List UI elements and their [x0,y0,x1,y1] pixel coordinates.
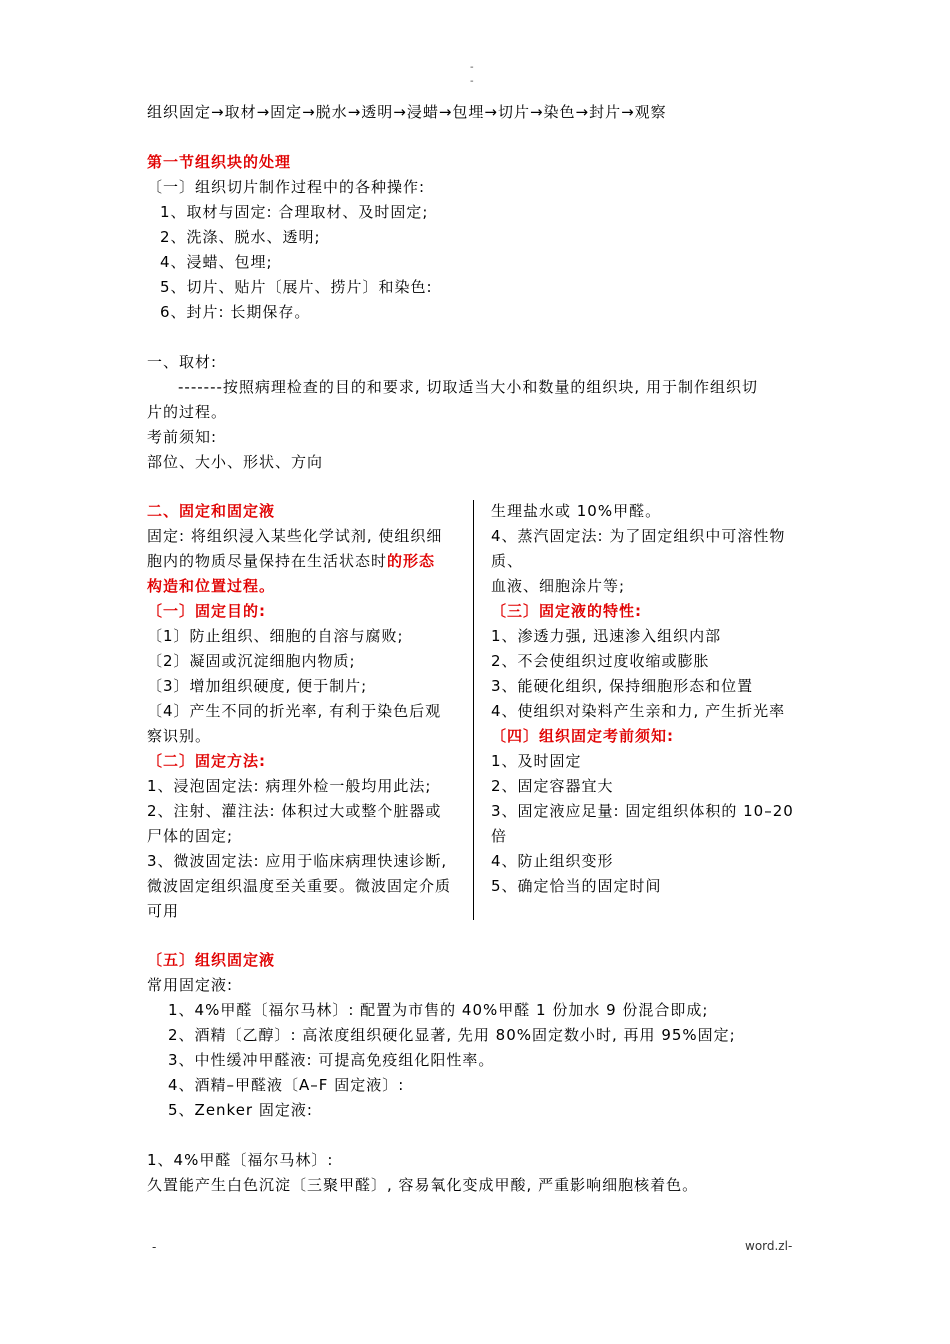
list-item: 5、Zenker 固定液: [168,1101,313,1119]
section-title: 二、固定和固定液 [147,502,276,520]
list-item: 倍 [491,827,508,845]
list-item: 1、及时固定 [491,752,582,770]
list-item: 〔4〕产生不同的折光率, 有利于染色后观 [147,702,442,720]
list-item: 可用 [147,902,180,920]
paragraph: 常用固定液: [147,976,234,994]
paragraph: 片的过程。 [147,403,228,421]
list-item: 4、使组织对染料产生亲和力, 产生折光率 [491,702,786,720]
paragraph: -------按照病理检查的目的和要求, 切取适当大小和数量的组织块, 用于制作组织切 [178,378,758,396]
note-text: 部位、大小、形状、方向 [147,453,324,471]
section-subtitle: 〔一〕组织切片制作过程中的各种操作: [147,178,426,196]
list-item: 1、取材与固定: 合理取材、及时固定; [160,203,429,221]
list-item: 尸体的固定; [147,827,234,845]
list-item: 微波固定组织温度至关重要。微波固定介质 [147,877,452,895]
process-flow: 组织固定→取材→固定→脱水→透明→浸蜡→包埋→切片→染色→封片→观察 [147,103,667,121]
header-mark: - [470,76,474,87]
list-item: 4、防止组织变形 [491,852,614,870]
list-item: 〔1〕防止组织、细胞的自溶与腐败; [147,627,404,645]
list-item: 〔2〕凝固或沉淀细胞内物质; [147,652,356,670]
header-mark: - [470,62,474,73]
paragraph: 质、 [491,552,524,570]
list-item: 〔3〕增加组织硬度, 便于制片; [147,677,368,695]
list-item: 1、浸泡固定法: 病理外检一般均用此法; [147,777,432,795]
list-item: 2、酒精〔乙醇〕: 高浓度组织硬化显著, 先用 80%固定数小时, 再用 95%固定; [168,1026,736,1044]
section-title: 〔五〕组织固定液 [147,951,276,969]
list-item: 2、固定容器宜大 [491,777,614,795]
list-item: 4、浸蜡、包埋; [160,253,273,271]
list-item: 1、4%甲醛〔福尔马林〕: 配置为市售的 40%甲醛 1 份加水 9 份混合即成; [168,1001,709,1019]
list-item: 察识别。 [147,727,212,745]
paragraph: 固定: 将组织浸入某些化学试剂, 使组织细 [147,527,443,545]
list-item: 4、酒精–甲醛液〔A–F 固定液〕: [168,1076,405,1094]
list-item: 2、不会使组织过度收缩或膨胀 [491,652,710,670]
list-item: 3、微波固定法: 应用于临床病理快速诊断, [147,852,448,870]
text-run: 胞内的物质尽量保持在生活状态时 [147,552,388,570]
list-item: 2、注射、灌注法: 体积过大或整个脏器或 [147,802,442,820]
list-item: 3、中性缓冲甲醛液: 可提高免疫组化阳性率。 [168,1051,495,1069]
subsection-title: 〔三〕固定液的特性: [491,602,642,620]
subsection-title: 〔一〕固定目的: [147,602,266,620]
list-item: 3、固定液应足量: 固定组织体积的 10–20 [491,802,794,820]
heading: 1、4%甲醛〔福尔马林〕: [147,1151,334,1169]
footer-left: - [152,1240,157,1254]
list-item: 5、确定恰当的固定时间 [491,877,662,895]
footer-right: word.zl- [745,1239,793,1253]
paragraph: 久置能产生白色沉淀〔三聚甲醛〕, 容易氧化变成甲酸, 严重影响细胞核着色。 [147,1176,699,1194]
section-title: 第一节组织块的处理 [147,153,292,171]
emphasis-text: 的形态 [387,552,436,570]
heading: 一、取材: [147,353,218,371]
paragraph [147,551,435,571]
list-item: 3、能硬化组织, 保持细胞形态和位置 [491,677,754,695]
emphasis-text: 构造和位置过程。 [147,577,276,595]
paragraph: 血液、细胞涂片等; [491,577,626,595]
paragraph: 4、蒸汽固定法: 为了固定组织中可溶性物 [491,527,786,545]
subsection-title: 〔四〕组织固定考前须知: [491,727,674,745]
note-label: 考前须知: [147,428,218,446]
subsection-title: 〔二〕固定方法: [147,752,266,770]
column-divider [473,500,474,920]
list-item: 1、渗透力强, 迅速渗入组织内部 [491,627,722,645]
list-item: 6、封片: 长期保存。 [160,303,311,321]
list-item: 2、洗涤、脱水、透明; [160,228,321,246]
paragraph: 生理盐水或 10%甲醛。 [491,502,662,520]
list-item: 5、切片、贴片〔展片、捞片〕和染色: [160,278,433,296]
